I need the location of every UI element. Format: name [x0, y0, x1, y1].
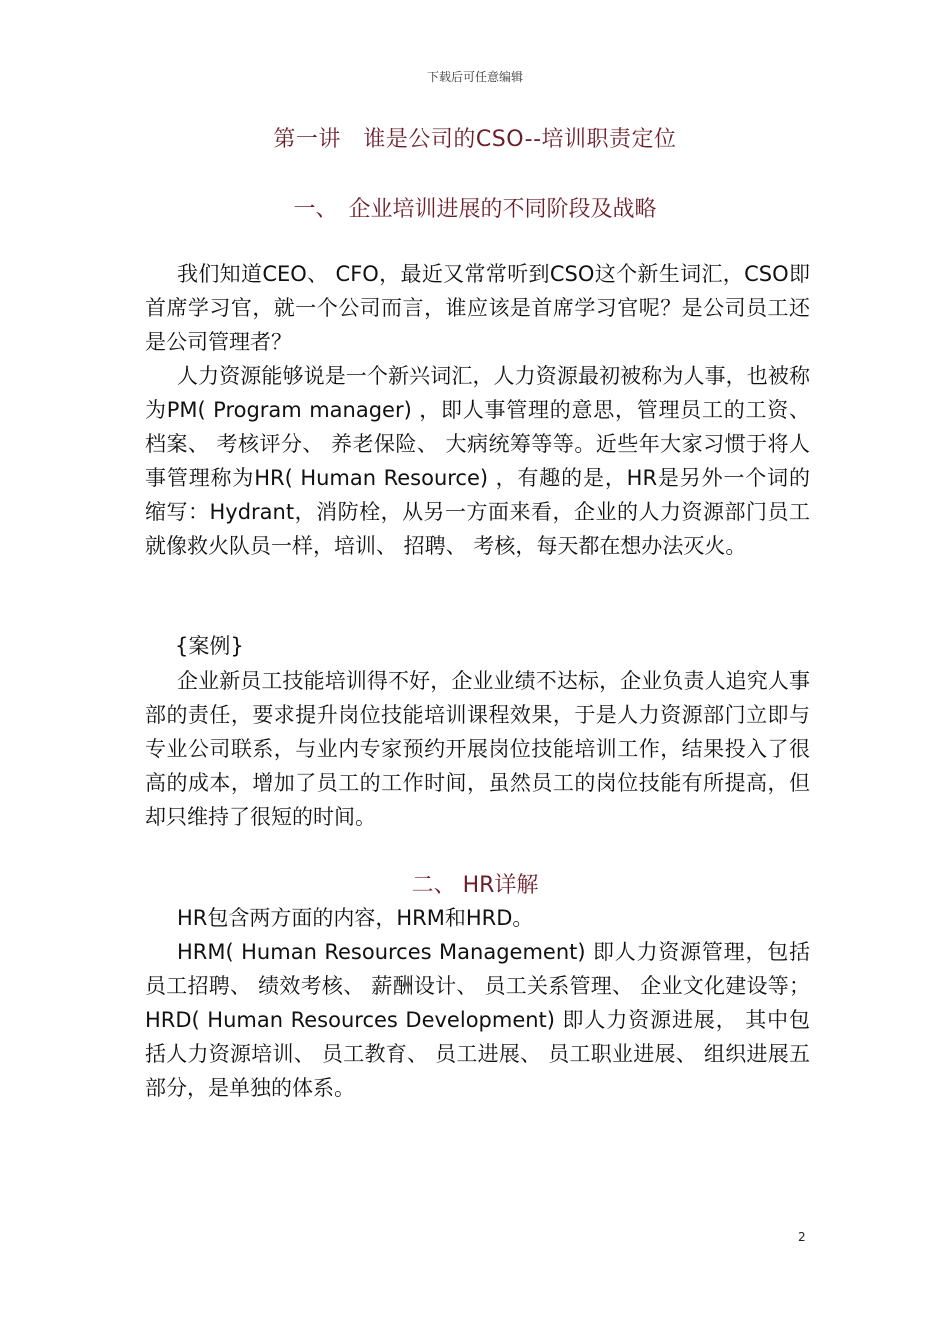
page-number: 2 [798, 1230, 806, 1244]
paragraph-cso-intro: 我们知道CEO、 CFO，最近又常常听到CSO这个新生词汇，CSO即首席学习官，就一个公司而言，谁应该是首席学习官呢？是公司员工还是公司管理者？ [145, 262, 810, 354]
case-text: 企业新员工技能培训得不好，企业业绩不达标，企业负责人追究人事部的责任，要求提升岗位技能培训课程效果，于是人力资源部门立即与专业公司联系，与业内专家预约开展岗位技能培训工作，结果投入了很高的成本，增加了员工的工作时间，虽然员工的岗位技能有所提高，但却只维持了很短的时间。 [145, 669, 810, 829]
section-heading-1: 一、 企业培训进展的不同阶段及战略 [293, 197, 657, 222]
page-title: 第一讲 谁是公司的CSO--培训职责定位 [273, 127, 677, 152]
paragraph-hr-contents: HR包含两方面的内容，HRM和HRD。 [177, 906, 534, 930]
paragraph-hr-definition: 人力资源能够说是一个新兴词汇，人力资源最初被称为人事，也被称为PM( Program manager) ，即人事管理的意思，管理员工的工资、 档案、 考核评分、 养老保险、 大病统筹等等。近些年大家习惯于将人事管理称为HR( Human Resource) ，有趣的是，HR是另外一个词的缩写：Hydrant，消防栓，从另一方面来看，企业的人力资源部门员工就像救火队员一样，培训、 招聘、 考核，每天都在想办法灭火。 [145, 364, 810, 558]
section-heading-2: 二、 HR详解 [411, 873, 539, 898]
page-header: 下载后可任意编辑 [426, 70, 523, 84]
paragraph-hrm-hrd: HRM( Human Resources Management) 即人力资源管理，包括员工招聘、 绩效考核、 薪酬设计、 员工关系管理、 企业文化建设等；HRD( Human Resources Development) 即人力资源进展， 其中包括人力资源培训、 员工教育、 员工进展、 员工职业进展、 组织进展五部分，是单独的体系。 [145, 940, 810, 1100]
case-label: {案例} [175, 634, 244, 658]
